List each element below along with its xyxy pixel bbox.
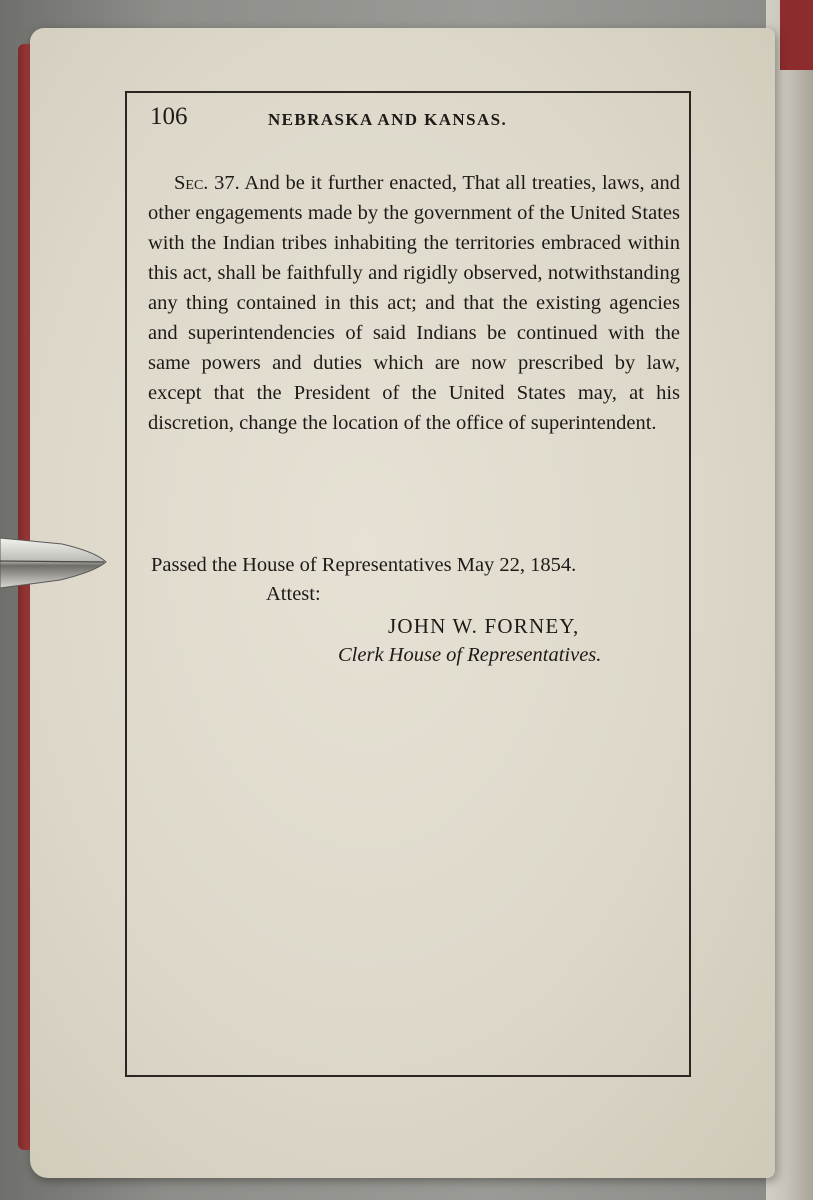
passed-statement: Passed the House of Representatives May 22, 1854. <box>151 554 577 576</box>
signer-title: Clerk House of Representatives. <box>338 644 602 666</box>
page-header <box>150 103 670 135</box>
attest-label: Attest: <box>266 583 321 605</box>
section-label: Sec. 37. <box>174 172 240 194</box>
section-text: And be it further enacted, That all treaties, laws, and other engagements made by the government of the United States with the Indian tribes inhabiting the territories embraced within this act, shall be faithfully and rigidly observed, notwithstanding any thing contained in this act; and that the existing agencies and superintendencies of said Indians be continued with the same powers and duties which are now prescribed by law, except that the President of the United States may, at his discretion, change the location of the office of superintendent. <box>148 172 680 434</box>
letter-opener-blade <box>0 530 110 592</box>
book-cover-corner <box>780 0 813 70</box>
section-paragraph <box>148 168 680 438</box>
running-head: NEBRASKA AND KANSAS. <box>268 110 508 129</box>
page-number: 106 <box>150 103 188 130</box>
signer-name: JOHN W. FORNEY, <box>388 614 580 638</box>
